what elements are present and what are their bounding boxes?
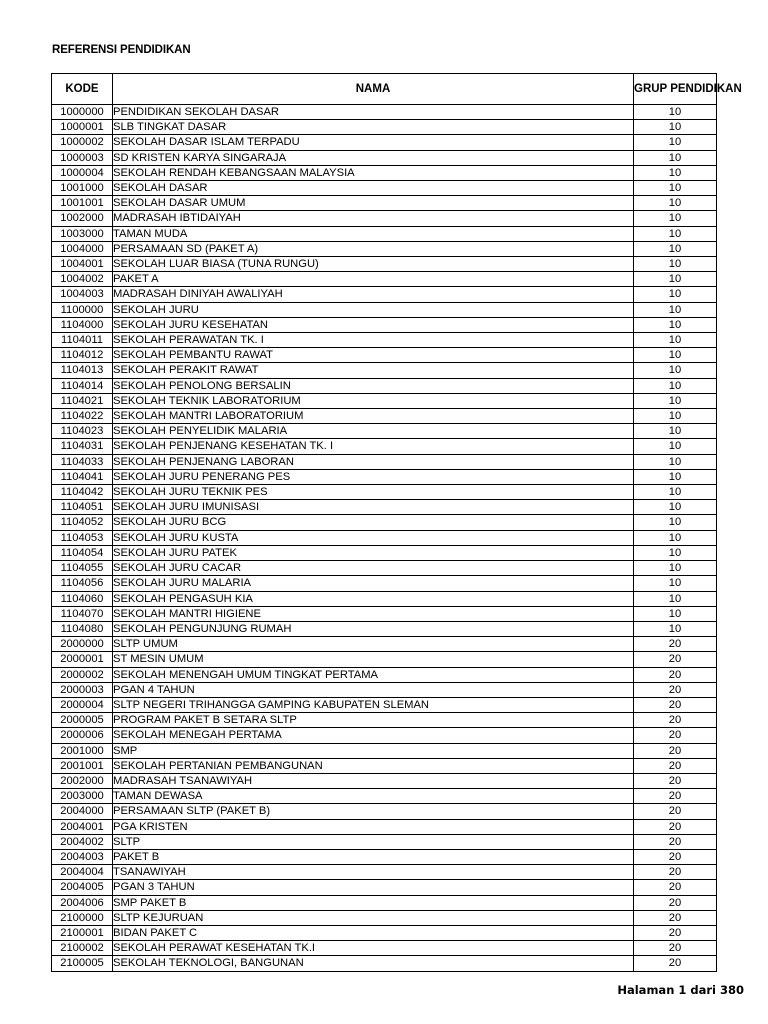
header-grup: GRUP PENDIDIKAN [634, 74, 717, 105]
cell-nama: PENDIDIKAN SEKOLAH DASAR [113, 105, 634, 120]
cell-kode: 1104056 [52, 576, 113, 591]
cell-nama: SEKOLAH JURU KESEHATAN [113, 317, 634, 332]
cell-grup: 10 [634, 226, 717, 241]
table-row [52, 561, 717, 576]
table-row [52, 409, 717, 424]
cell-grup: 10 [634, 120, 717, 135]
cell-kode: 1003000 [52, 226, 113, 241]
cell-kode: 2004005 [52, 880, 113, 895]
cell-nama: SEKOLAH PEMBANTU RAWAT [113, 348, 634, 363]
cell-nama: MADRASAH DINIYAH AWALIYAH [113, 287, 634, 302]
cell-kode: 1004000 [52, 241, 113, 256]
table-row [52, 257, 717, 272]
table-row [52, 910, 717, 925]
table-row [52, 606, 717, 621]
cell-nama: SEKOLAH JURU [113, 302, 634, 317]
cell-nama: BIDAN PAKET C [113, 925, 634, 940]
cell-grup: 10 [634, 424, 717, 439]
table-row [52, 667, 717, 682]
cell-kode: 1104012 [52, 348, 113, 363]
cell-kode: 1104060 [52, 591, 113, 606]
cell-nama: SEKOLAH PENGASUH KIA [113, 591, 634, 606]
cell-nama: PGAN 4 TAHUN [113, 682, 634, 697]
cell-kode: 2004004 [52, 865, 113, 880]
table-row [52, 880, 717, 895]
cell-nama: TAMAN DEWASA [113, 789, 634, 804]
header-nama: NAMA [113, 74, 634, 105]
cell-nama: SEKOLAH JURU KUSTA [113, 530, 634, 545]
cell-kode: 1104053 [52, 530, 113, 545]
table-row [52, 758, 717, 773]
cell-grup: 10 [634, 393, 717, 408]
cell-grup: 10 [634, 257, 717, 272]
table-row [52, 211, 717, 226]
cell-nama: SEKOLAH PERTANIAN PEMBANGUNAN [113, 758, 634, 773]
table-row [52, 424, 717, 439]
cell-kode: 2004002 [52, 834, 113, 849]
cell-grup: 20 [634, 834, 717, 849]
cell-nama: SLB TINGKAT DASAR [113, 120, 634, 135]
cell-kode: 1104013 [52, 363, 113, 378]
cell-nama: SEKOLAH PENJENANG LABORAN [113, 454, 634, 469]
cell-grup: 10 [634, 196, 717, 211]
cell-nama: SEKOLAH PENJENANG KESEHATAN TK. I [113, 439, 634, 454]
table-row [52, 621, 717, 636]
table-row [52, 393, 717, 408]
cell-nama: SLTP UMUM [113, 637, 634, 652]
table-row [52, 819, 717, 834]
header-kode: KODE [52, 74, 113, 105]
table-row [52, 317, 717, 332]
cell-kode: 1000003 [52, 150, 113, 165]
table-row [52, 895, 717, 910]
page-number: Halaman 1 dari 380 [617, 983, 744, 997]
cell-kode: 1104070 [52, 606, 113, 621]
cell-kode: 2100005 [52, 956, 113, 971]
cell-kode: 2000003 [52, 682, 113, 697]
cell-nama: SEKOLAH PENYELIDIK MALARIA [113, 424, 634, 439]
cell-kode: 2000000 [52, 637, 113, 652]
cell-grup: 20 [634, 728, 717, 743]
table-row [52, 545, 717, 560]
cell-nama: SEKOLAH DASAR ISLAM TERPADU [113, 135, 634, 150]
cell-grup: 10 [634, 591, 717, 606]
cell-kode: 1002000 [52, 211, 113, 226]
cell-nama: SEKOLAH PERAWAT KESEHATAN TK.I [113, 941, 634, 956]
cell-kode: 2000006 [52, 728, 113, 743]
cell-grup: 10 [634, 333, 717, 348]
table-row [52, 865, 717, 880]
cell-grup: 20 [634, 941, 717, 956]
cell-kode: 1104052 [52, 515, 113, 530]
cell-grup: 10 [634, 211, 717, 226]
cell-nama: SMP [113, 743, 634, 758]
cell-kode: 1104051 [52, 500, 113, 515]
table-row [52, 804, 717, 819]
table-row [52, 941, 717, 956]
table-row [52, 135, 717, 150]
table-row [52, 165, 717, 180]
cell-grup: 20 [634, 819, 717, 834]
cell-kode: 1001000 [52, 181, 113, 196]
cell-kode: 1104011 [52, 333, 113, 348]
cell-kode: 2100001 [52, 925, 113, 940]
cell-grup: 10 [634, 165, 717, 180]
table-row [52, 530, 717, 545]
cell-grup: 10 [634, 485, 717, 500]
table-row [52, 682, 717, 697]
cell-nama: SEKOLAH DASAR [113, 181, 634, 196]
cell-grup: 20 [634, 637, 717, 652]
cell-kode: 2004003 [52, 849, 113, 864]
cell-nama: SEKOLAH MANTRI HIGIENE [113, 606, 634, 621]
cell-kode: 2004000 [52, 804, 113, 819]
cell-grup: 10 [634, 378, 717, 393]
table-row [52, 363, 717, 378]
reference-table [51, 73, 742, 972]
cell-kode: 1004003 [52, 287, 113, 302]
cell-grup: 10 [634, 545, 717, 560]
cell-kode: 1100000 [52, 302, 113, 317]
cell-kode: 2000005 [52, 713, 113, 728]
table-row [52, 150, 717, 165]
table-body [52, 105, 717, 972]
cell-kode: 1104041 [52, 469, 113, 484]
table-row [52, 713, 717, 728]
table-row [52, 834, 717, 849]
table-row [52, 378, 717, 393]
cell-grup: 10 [634, 621, 717, 636]
table-row [52, 789, 717, 804]
cell-nama: PERSAMAAN SD (PAKET A) [113, 241, 634, 256]
table-row [52, 241, 717, 256]
cell-kode: 2004001 [52, 819, 113, 834]
table-row [52, 302, 717, 317]
table-row [52, 226, 717, 241]
cell-nama: SEKOLAH MENEGAH PERTAMA [113, 728, 634, 743]
table-row [52, 500, 717, 515]
cell-nama: SEKOLAH PENOLONG BERSALIN [113, 378, 634, 393]
cell-nama: PAKET A [113, 272, 634, 287]
cell-nama: SEKOLAH PERAKIT RAWAT [113, 363, 634, 378]
cell-grup: 10 [634, 454, 717, 469]
table-row [52, 849, 717, 864]
cell-nama: PERSAMAAN SLTP (PAKET B) [113, 804, 634, 819]
cell-grup: 20 [634, 773, 717, 788]
cell-grup: 10 [634, 469, 717, 484]
cell-grup: 20 [634, 743, 717, 758]
cell-nama: SEKOLAH JURU CACAR [113, 561, 634, 576]
cell-grup: 20 [634, 956, 717, 971]
table-row [52, 333, 717, 348]
cell-kode: 1104033 [52, 454, 113, 469]
cell-nama: SEKOLAH MANTRI LABORATORIUM [113, 409, 634, 424]
table-row [52, 591, 717, 606]
cell-nama: SEKOLAH JURU BCG [113, 515, 634, 530]
cell-kode: 1104000 [52, 317, 113, 332]
cell-grup: 10 [634, 576, 717, 591]
cell-kode: 2004006 [52, 895, 113, 910]
cell-kode: 1104054 [52, 545, 113, 560]
cell-kode: 1000004 [52, 165, 113, 180]
table-row [52, 743, 717, 758]
cell-kode: 1104022 [52, 409, 113, 424]
table-row [52, 120, 717, 135]
table-row [52, 196, 717, 211]
cell-kode: 1104023 [52, 424, 113, 439]
cell-kode: 2000004 [52, 697, 113, 712]
table-row [52, 287, 717, 302]
cell-kode: 2000002 [52, 667, 113, 682]
cell-grup: 10 [634, 409, 717, 424]
table-row [52, 576, 717, 591]
cell-grup: 20 [634, 910, 717, 925]
cell-kode: 2001001 [52, 758, 113, 773]
cell-grup: 20 [634, 880, 717, 895]
cell-nama: SD KRISTEN KARYA SINGARAJA [113, 150, 634, 165]
cell-grup: 20 [634, 789, 717, 804]
cell-kode: 1000000 [52, 105, 113, 120]
cell-nama: SEKOLAH PERAWATAN TK. I [113, 333, 634, 348]
cell-kode: 2003000 [52, 789, 113, 804]
cell-kode: 2001000 [52, 743, 113, 758]
cell-grup: 10 [634, 302, 717, 317]
cell-grup: 10 [634, 606, 717, 621]
table-row [52, 925, 717, 940]
cell-nama: SEKOLAH MENENGAH UMUM TINGKAT PERTAMA [113, 667, 634, 682]
table-row [52, 515, 717, 530]
cell-kode: 2100000 [52, 910, 113, 925]
page-title: REFERENSI PENDIDIKAN [52, 44, 191, 56]
cell-nama: PROGRAM PAKET B SETARA SLTP [113, 713, 634, 728]
cell-nama: SLTP [113, 834, 634, 849]
cell-nama: PGA KRISTEN [113, 819, 634, 834]
cell-nama: SLTP KEJURUAN [113, 910, 634, 925]
cell-nama: PAKET B [113, 849, 634, 864]
cell-kode: 2002000 [52, 773, 113, 788]
cell-kode: 1004002 [52, 272, 113, 287]
cell-kode: 2100002 [52, 941, 113, 956]
cell-grup: 20 [634, 697, 717, 712]
table-row [52, 181, 717, 196]
table-row [52, 454, 717, 469]
table-row [52, 652, 717, 667]
cell-grup: 10 [634, 500, 717, 515]
cell-nama: MADRASAH TSANAWIYAH [113, 773, 634, 788]
table-row [52, 728, 717, 743]
cell-nama: SEKOLAH JURU IMUNISASI [113, 500, 634, 515]
cell-grup: 20 [634, 895, 717, 910]
cell-grup: 10 [634, 561, 717, 576]
cell-grup: 20 [634, 804, 717, 819]
table-row [52, 485, 717, 500]
cell-nama: ST MESIN UMUM [113, 652, 634, 667]
cell-kode: 1004001 [52, 257, 113, 272]
table-row [52, 272, 717, 287]
cell-nama: PGAN 3 TAHUN [113, 880, 634, 895]
cell-kode: 1001001 [52, 196, 113, 211]
cell-kode: 1104080 [52, 621, 113, 636]
cell-grup: 10 [634, 287, 717, 302]
cell-grup: 10 [634, 150, 717, 165]
cell-nama: SEKOLAH DASAR UMUM [113, 196, 634, 211]
cell-grup: 10 [634, 515, 717, 530]
cell-kode: 1104014 [52, 378, 113, 393]
cell-grup: 10 [634, 135, 717, 150]
cell-kode: 1104042 [52, 485, 113, 500]
cell-nama: SLTP NEGERI TRIHANGGA GAMPING KABUPATEN SLEMAN [113, 697, 634, 712]
cell-grup: 10 [634, 439, 717, 454]
cell-nama: SEKOLAH JURU PATEK [113, 545, 634, 560]
cell-nama: SEKOLAH JURU MALARIA [113, 576, 634, 591]
cell-grup: 20 [634, 849, 717, 864]
table-row [52, 637, 717, 652]
cell-nama: SEKOLAH PENGUNJUNG RUMAH [113, 621, 634, 636]
table-row [52, 697, 717, 712]
cell-nama: SEKOLAH TEKNIK LABORATORIUM [113, 393, 634, 408]
cell-nama: TSANAWIYAH [113, 865, 634, 880]
table-row [52, 348, 717, 363]
cell-grup: 20 [634, 682, 717, 697]
cell-nama: SEKOLAH JURU PENERANG PES [113, 469, 634, 484]
cell-grup: 10 [634, 363, 717, 378]
cell-grup: 10 [634, 105, 717, 120]
cell-kode: 1104031 [52, 439, 113, 454]
cell-kode: 1000001 [52, 120, 113, 135]
cell-kode: 1104055 [52, 561, 113, 576]
table-row [52, 105, 717, 120]
table-row [52, 469, 717, 484]
cell-grup: 10 [634, 530, 717, 545]
table-row [52, 439, 717, 454]
table-row [52, 773, 717, 788]
cell-grup: 10 [634, 241, 717, 256]
cell-nama: SEKOLAH RENDAH KEBANGSAAN MALAYSIA [113, 165, 634, 180]
cell-kode: 1000002 [52, 135, 113, 150]
cell-grup: 20 [634, 758, 717, 773]
cell-grup: 20 [634, 713, 717, 728]
cell-grup: 20 [634, 667, 717, 682]
cell-grup: 20 [634, 652, 717, 667]
cell-grup: 20 [634, 865, 717, 880]
cell-grup: 10 [634, 317, 717, 332]
cell-nama: MADRASAH IBTIDAIYAH [113, 211, 634, 226]
cell-nama: SEKOLAH JURU TEKNIK PES [113, 485, 634, 500]
table-header-row [52, 74, 717, 105]
cell-nama: SMP PAKET B [113, 895, 634, 910]
cell-nama: TAMAN MUDA [113, 226, 634, 241]
cell-nama: SEKOLAH LUAR BIASA (TUNA RUNGU) [113, 257, 634, 272]
cell-grup: 10 [634, 348, 717, 363]
cell-grup: 10 [634, 272, 717, 287]
cell-grup: 20 [634, 925, 717, 940]
cell-grup: 10 [634, 181, 717, 196]
table-row [52, 956, 717, 971]
cell-kode: 2000001 [52, 652, 113, 667]
cell-kode: 1104021 [52, 393, 113, 408]
cell-nama: SEKOLAH TEKNOLOGI, BANGUNAN [113, 956, 634, 971]
